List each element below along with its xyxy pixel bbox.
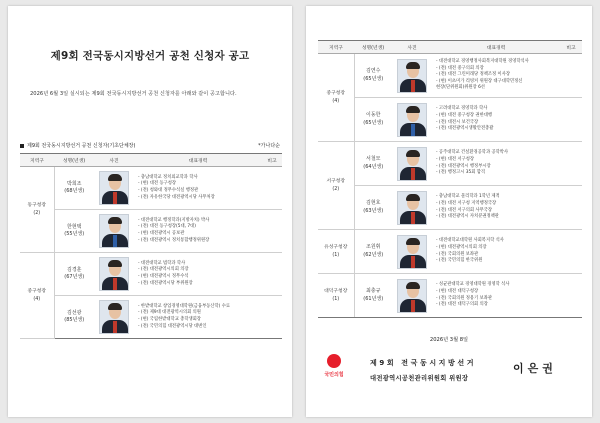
square-bullet-icon: [20, 144, 24, 148]
career-line: - 충남대학교 물리학과 1학년 제적: [436, 194, 500, 200]
party-logo: [316, 354, 352, 378]
career-line: - (전) 대전광역시 행정부시장: [436, 163, 491, 169]
district-cell: [318, 230, 354, 274]
district-cell: [318, 274, 354, 318]
district-cell: [318, 142, 354, 230]
candidate-name: 김현호 (63년생): [363, 200, 384, 214]
party-logo-icon: [327, 354, 341, 368]
candidate-name: 조원휘 (62년생): [363, 244, 384, 258]
career-cell: [432, 98, 560, 142]
name-cell: [354, 98, 392, 142]
candidate-name: 김경훈 (67년생): [64, 266, 85, 280]
career-line: - (전) 대전광역시 자치분권정책관: [436, 214, 499, 220]
header-photo: 사진: [392, 41, 432, 54]
district-label: 유성구청장 (1): [324, 244, 348, 258]
header-district: 지역구: [20, 154, 54, 167]
header-photo: 사진: [94, 154, 134, 167]
party-logo-label: 국민의힘: [324, 372, 344, 378]
career-line: - (전) 대전 동구청장(5대, 7대): [138, 224, 196, 230]
career-line: - (현) 대전 중구청장 권한대행: [436, 112, 493, 118]
note-cell: [262, 296, 282, 339]
career-line: - (전) 대전광역시 정치통합행정위원장: [138, 237, 210, 243]
name-cell: [354, 274, 392, 318]
candidate-name: 최충규 (61년생): [363, 288, 384, 302]
photo-cell: [94, 253, 134, 296]
candidate-name: 이동한 (65년생): [363, 112, 384, 126]
candidate-table-left: [20, 153, 282, 339]
table-row: [318, 98, 582, 142]
signature-name: 이은권: [513, 362, 557, 375]
note-cell: [560, 54, 582, 98]
candidate-name: 박희조 (68년생): [64, 180, 85, 194]
career-cell: [134, 253, 262, 296]
name-cell: [54, 253, 94, 296]
career-cell: [432, 230, 560, 274]
career-line: - (전) 대전광역시당 부위원장: [138, 280, 193, 286]
section-title: 제9회 전국동시지방선거 공천 신청자(기초단체장): [27, 143, 136, 149]
candidate-photo: [397, 279, 427, 313]
career-line: - (전) 행정고시 35회 합격: [436, 170, 486, 176]
table-row: [318, 54, 582, 98]
career-line: - 성균관대학교 경영대학원 경영학 석사: [436, 282, 510, 288]
career-cell: [134, 296, 262, 339]
name-cell: [354, 230, 392, 274]
career-line: - (전) 국민의힘 대전광역시당 대변인: [138, 323, 207, 329]
career-line: - (현) 대전광역시 정무수석: [138, 274, 189, 279]
table-row: [20, 296, 282, 339]
career-line: - (전) 국회의원 보좌관: [436, 251, 479, 257]
district-label: 대덕구청장 (1): [324, 288, 348, 302]
district-label: 동구청장 (2): [27, 202, 47, 216]
name-cell: [54, 210, 94, 253]
header-name: 성명(년생): [354, 41, 392, 54]
signature-committee: 대전광역시공천관리위원회 위원장: [370, 375, 469, 382]
career-line: - 대전대학교대학원 사회복지학 석사: [436, 238, 504, 244]
name-cell: [354, 186, 392, 230]
note-cell: [262, 167, 282, 210]
note-cell: [560, 186, 582, 230]
career-cell: [134, 210, 262, 253]
photo-cell: [392, 54, 432, 98]
district-cell: [20, 167, 54, 253]
candidate-photo: [99, 214, 129, 248]
district-cell: [20, 253, 54, 339]
photo-cell: [94, 296, 134, 339]
career-line: - 한밭대학교 창업경영대학원(금융부동산학) 수료: [138, 303, 231, 309]
career-cell: [432, 142, 560, 186]
notice-page-right: [306, 6, 592, 417]
header-career: 대표경력: [432, 41, 560, 54]
note-cell: [560, 98, 582, 142]
career-line: - (전) 대전 그린미래당 정책조정 이사장: [436, 72, 510, 78]
career-line: - 충남대학교 정치외교학과 학사: [138, 174, 198, 180]
notice-page-left: [8, 6, 292, 417]
candidate-photo: [397, 103, 427, 137]
career-line: - (전) 대전 서구의회 사무국장: [436, 207, 493, 213]
candidate-photo: [99, 257, 129, 291]
candidate-photo: [99, 300, 129, 334]
career-cell: [134, 167, 262, 210]
photo-cell: [392, 98, 432, 142]
career-line: 현장(단위원회)위원장 6선: [436, 85, 485, 91]
district-label: 중구청장 (4): [27, 288, 47, 302]
career-line: - 고려대학교 경영학과 학사: [436, 106, 488, 112]
candidate-name: 김선광 (85년생): [64, 309, 85, 323]
table-row: [318, 230, 582, 274]
signature-election: 제9회 전국동시지방선거: [370, 359, 477, 367]
career-line: - (전) 청와대 정무수석실 행정관: [138, 188, 199, 193]
career-line: - (현) 대전광역시 공보관: [138, 231, 185, 236]
career-line: - (전) 대전 중구의회 의장: [436, 65, 484, 71]
photo-cell: [392, 142, 432, 186]
note-cell: [262, 253, 282, 296]
career-line: - (현) 대전 동구청장: [138, 181, 177, 187]
photo-cell: [392, 230, 432, 274]
career-line: - (전) 대전광역시생활안전총괄: [436, 126, 494, 132]
name-cell: [354, 54, 392, 98]
candidate-photo: [397, 235, 427, 269]
candidate-name: 김연수 (65년생): [363, 68, 384, 82]
photo-cell: [392, 274, 432, 318]
table-row: [20, 210, 282, 253]
photo-cell: [94, 210, 134, 253]
career-line: - (현) 국립한밭대학교 총학생회장: [138, 317, 201, 322]
career-line: - 대전대학교 행정학과(지방자치) 박사: [138, 217, 210, 223]
candidate-photo: [397, 147, 427, 181]
candidate-photo: [397, 191, 427, 225]
photo-cell: [392, 186, 432, 230]
intro-text: 2026년 6월 3일 실시되는 제9회 전국동시지방선거 공천 신청자를 아래와 같이 공고합니다.: [30, 91, 237, 97]
career-line: - (전) 자유한국당 대전광역시당 사무처장: [138, 194, 215, 200]
note-cell: [262, 210, 282, 253]
table-row: [318, 142, 582, 186]
sort-note: *가나다순: [258, 143, 280, 149]
section-heading: [20, 142, 135, 149]
district-cell: [318, 54, 354, 142]
candidate-photo: [99, 171, 129, 205]
career-cell: [432, 54, 560, 98]
candidate-name: 서철모 (64년생): [363, 156, 384, 170]
career-line: - (전) 국회의원 정용기 보좌관: [436, 295, 493, 301]
career-line: - (현) 대전 서구청장: [436, 156, 475, 162]
career-line: - (전) 국민의힘 한국위원: [436, 258, 483, 264]
name-cell: [354, 142, 392, 186]
note-cell: [560, 230, 582, 274]
career-line: - (현) 대전 대덕구청장: [436, 288, 479, 294]
career-line: - (현) 이츠미가 리빙커 위원장 대구대학민정신: [436, 78, 523, 84]
document-title: 제9회 전국동시지방선거 공천 신청자 공고: [50, 50, 250, 62]
career-cell: [432, 274, 560, 318]
career-line: - (전) 대전시 보건국장: [436, 119, 479, 125]
career-line: - (전) 대전광역시의회 의장: [138, 267, 189, 273]
name-cell: [54, 167, 94, 210]
career-line: - (현) 대전광역시의회 의장: [436, 244, 487, 250]
career-line: - (전) 제9대 대전광역시의회 의원: [138, 310, 201, 316]
district-label: 서구청장 (2): [326, 178, 346, 192]
district-label: 중구청장 (4): [326, 90, 346, 104]
candidate-name: 한현택 (55년생): [64, 223, 85, 237]
table-row: [318, 274, 582, 318]
career-line: - 공주대학교 건설환경공학과 공학박사: [436, 150, 509, 156]
note-cell: [560, 274, 582, 318]
table-row: [318, 186, 582, 230]
photo-cell: [94, 167, 134, 210]
notice-date: 2026년 3월 8일: [429, 337, 469, 343]
name-cell: [54, 296, 94, 339]
career-line: - 대전대학교 법학과 학사: [138, 260, 186, 266]
header-name: 성명(년생): [54, 154, 94, 167]
table-row: [20, 167, 282, 210]
career-cell: [432, 186, 560, 230]
career-line: - 대전대학교 경영행정사회복지대학원 경영학석사: [436, 58, 529, 64]
header-note: 비고: [262, 154, 282, 167]
header-district: 지역구: [318, 41, 354, 54]
candidate-photo: [397, 59, 427, 93]
note-cell: [560, 142, 582, 186]
candidate-table-right: [318, 40, 582, 318]
header-note: 비고: [560, 41, 582, 54]
table-row: [20, 253, 282, 296]
career-line: - (전) 대전 대덕구의회 의장: [436, 302, 488, 308]
career-line: - (전) 대전 서구청 지역행정국장: [436, 200, 497, 206]
header-career: 대표경력: [134, 154, 262, 167]
